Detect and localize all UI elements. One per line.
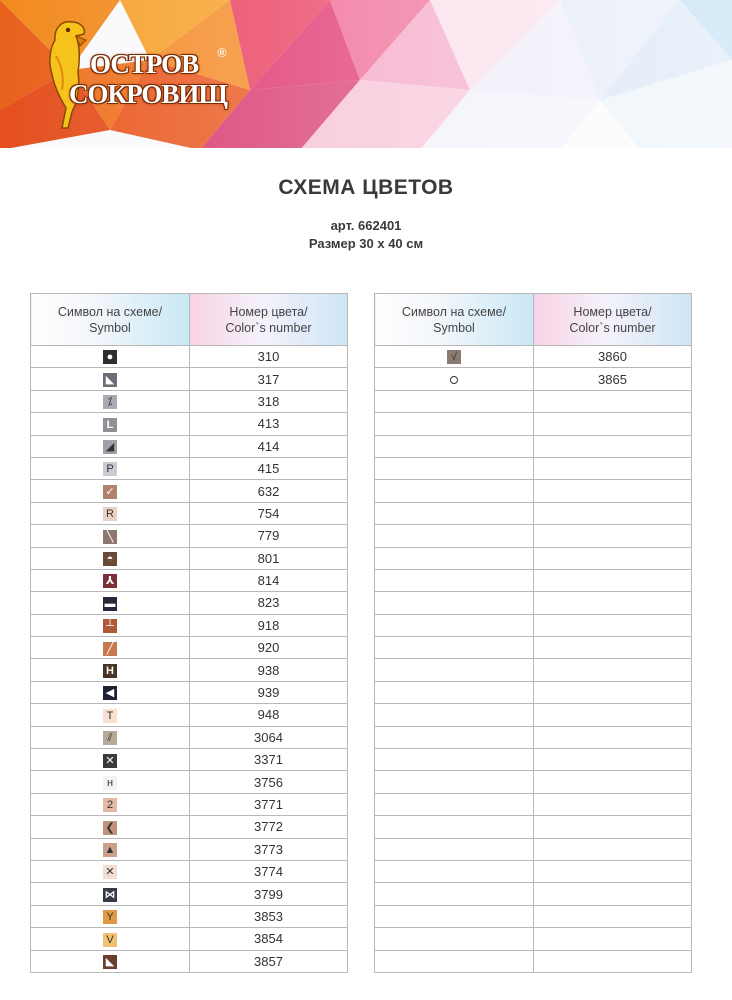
table-row — [31, 883, 348, 905]
percent-symbol-icon: ⁒ — [103, 395, 117, 409]
color-number-cell — [534, 793, 692, 815]
color-number-cell: 920 — [190, 637, 348, 659]
table-row — [375, 860, 692, 882]
symbol-cell — [375, 726, 534, 748]
table-row — [375, 569, 692, 591]
symbol-cell — [375, 637, 534, 659]
table-row — [375, 592, 692, 614]
color-number-cell: 3854 — [190, 928, 348, 950]
color-number-cell — [534, 905, 692, 927]
check-symbol-icon: ✓ — [103, 485, 117, 499]
table-row — [375, 793, 692, 815]
symbol-cell — [375, 614, 534, 636]
color-legend-table-right — [374, 293, 692, 973]
symbol-cell — [375, 547, 534, 569]
table-row — [31, 502, 348, 524]
table-row — [375, 704, 692, 726]
color-number-cell: 3799 — [190, 883, 348, 905]
table-row — [375, 480, 692, 502]
slash-symbol-icon: ╲ — [103, 530, 117, 544]
color-number-cell: 939 — [190, 681, 348, 703]
color-number-cell: 3771 — [190, 793, 348, 815]
filled-circle-symbol-icon: ● — [103, 350, 117, 364]
table-row — [31, 569, 348, 591]
symbol-cell — [375, 681, 534, 703]
letter-n-symbol-icon: н — [103, 776, 117, 790]
table-row — [31, 860, 348, 882]
table-row — [31, 614, 348, 636]
color-number-cell: 3064 — [190, 726, 348, 748]
symbol-cell — [31, 681, 190, 703]
color-number-cell — [534, 413, 692, 435]
table-row — [31, 435, 348, 457]
table-row — [31, 480, 348, 502]
symbol-cell — [375, 928, 534, 950]
symbol-cell — [375, 950, 534, 972]
header-number-line1: Номер цвета/ — [229, 304, 308, 319]
color-number-cell — [534, 726, 692, 748]
article-number: арт. 662401 — [330, 218, 402, 233]
color-number-cell: 3865 — [534, 368, 692, 390]
table-row — [31, 771, 348, 793]
symbol-cell — [375, 771, 534, 793]
color-number-cell — [534, 614, 692, 636]
symbol-cell — [375, 435, 534, 457]
canvas-size: Размер 30 x 40 см — [308, 236, 424, 251]
color-number-cell: 918 — [190, 614, 348, 636]
table-row — [31, 681, 348, 703]
symbol-cell — [31, 614, 190, 636]
header-symbol-line1: Символ на схеме/ — [57, 304, 163, 319]
symbol-cell — [31, 950, 190, 972]
header-color-number — [190, 294, 348, 346]
color-number-cell — [534, 659, 692, 681]
double-slash-symbol-icon: ⫽ — [103, 731, 117, 745]
header-number-line1: Номер цвета/ — [573, 304, 652, 319]
table-row — [31, 659, 348, 681]
diagonal-symbol-icon: ╱ — [103, 642, 117, 656]
table-row — [375, 726, 692, 748]
table-row — [31, 390, 348, 412]
table-row — [31, 905, 348, 927]
table-row — [375, 637, 692, 659]
color-number-cell — [534, 637, 692, 659]
symbol-cell — [31, 905, 190, 927]
symbol-cell — [31, 860, 190, 882]
symbol-cell — [375, 860, 534, 882]
color-number-cell: 3772 — [190, 816, 348, 838]
table-row — [375, 390, 692, 412]
symbol-cell — [31, 457, 190, 479]
up-arrow-symbol-icon: ▲ — [104, 844, 116, 857]
symbol-cell — [375, 569, 534, 591]
header-number-line2: Color`s number — [225, 320, 312, 335]
table-row — [375, 838, 692, 860]
symbol-cell — [31, 390, 190, 412]
table-row — [31, 816, 348, 838]
color-number-cell: 415 — [190, 457, 348, 479]
digit-two-symbol-icon: 2 — [103, 798, 117, 812]
color-number-cell — [534, 704, 692, 726]
symbol-cell — [31, 659, 190, 681]
letter-l-symbol-icon: L — [103, 418, 117, 432]
t-shape-symbol-icon: ┴ — [103, 619, 117, 633]
root-symbol-icon: √ — [447, 350, 461, 364]
color-number-cell: 814 — [190, 569, 348, 591]
symbol-cell — [375, 816, 534, 838]
symbol-cell — [375, 838, 534, 860]
color-number-cell: 310 — [190, 346, 348, 368]
table-row — [31, 637, 348, 659]
table-row — [375, 659, 692, 681]
color-number-cell: 801 — [190, 547, 348, 569]
letter-t-symbol-icon: T — [103, 709, 117, 723]
header-banner — [0, 0, 732, 160]
symbol-cell — [31, 502, 190, 524]
registered-mark: ® — [216, 46, 228, 60]
symbol-cell — [31, 480, 190, 502]
parrot-logo-icon — [40, 16, 90, 131]
symbol-cell — [31, 413, 190, 435]
color-number-cell: 3756 — [190, 771, 348, 793]
header-number-line2: Color`s number — [569, 320, 656, 335]
table-row — [375, 435, 692, 457]
brand-name-line2: СОКРОВИЩ — [69, 79, 228, 109]
symbol-cell — [375, 749, 534, 771]
color-number-cell — [534, 681, 692, 703]
symbol-cell — [31, 883, 190, 905]
symbol-cell — [31, 793, 190, 815]
open-circle-symbol-icon — [450, 376, 458, 384]
table-row — [375, 749, 692, 771]
color-number-cell: 3371 — [190, 749, 348, 771]
table-row — [31, 592, 348, 614]
table-row — [31, 525, 348, 547]
symbol-cell — [375, 480, 534, 502]
color-number-cell: 414 — [190, 435, 348, 457]
symbol-cell — [31, 771, 190, 793]
symbol-cell — [375, 883, 534, 905]
arrow-symbol-icon: ◣ — [103, 373, 117, 387]
corner-symbol-icon: ◣ — [103, 955, 117, 969]
x-symbol-icon: ✕ — [103, 754, 117, 768]
table-row — [31, 704, 348, 726]
symbol-cell — [31, 749, 190, 771]
symbol-cell — [375, 457, 534, 479]
symbol-cell — [375, 793, 534, 815]
color-number-cell: 317 — [190, 368, 348, 390]
left-arrow-symbol-icon: ◀ — [103, 686, 117, 700]
color-number-cell — [534, 928, 692, 950]
color-number-cell: 3857 — [190, 950, 348, 972]
bar-symbol-icon: ▬ — [104, 597, 116, 610]
header-symbol-line1: Символ на схеме/ — [401, 304, 507, 319]
symbol-cell — [375, 368, 534, 390]
color-number-cell — [534, 883, 692, 905]
table-row — [31, 547, 348, 569]
color-number-cell: 3860 — [534, 346, 692, 368]
table-row — [31, 368, 348, 390]
table-row — [375, 681, 692, 703]
header-symbol-line2: Symbol — [89, 320, 131, 335]
table-row — [375, 525, 692, 547]
symbol-cell — [375, 525, 534, 547]
color-number-cell: 3774 — [190, 860, 348, 882]
header-color-number — [534, 294, 692, 346]
color-number-cell — [534, 390, 692, 412]
table-row — [375, 502, 692, 524]
table-row — [375, 816, 692, 838]
letter-v-symbol-icon: V — [103, 933, 117, 947]
color-number-cell: 938 — [190, 659, 348, 681]
header-symbol — [375, 294, 534, 346]
symbol-cell — [31, 435, 190, 457]
symbol-cell — [31, 816, 190, 838]
color-number-cell — [534, 950, 692, 972]
table-row — [31, 726, 348, 748]
letter-r-symbol-icon: R — [103, 507, 117, 521]
table-row — [375, 346, 692, 368]
symbol-cell — [375, 659, 534, 681]
letter-p-symbol-icon: P — [103, 462, 117, 476]
color-number-cell — [534, 860, 692, 882]
color-number-cell — [534, 816, 692, 838]
header-symbol — [31, 294, 190, 346]
table-row — [375, 368, 692, 390]
table-row — [375, 614, 692, 636]
table-row — [31, 928, 348, 950]
color-number-cell — [534, 525, 692, 547]
color-number-cell: 779 — [190, 525, 348, 547]
table-row — [31, 749, 348, 771]
brand-name-line1: ОСТРОВ — [90, 49, 199, 79]
triangle-symbol-icon: ◢ — [103, 440, 117, 454]
letter-y-symbol-icon: Y — [103, 910, 117, 924]
table-row — [31, 346, 348, 368]
table-row — [31, 838, 348, 860]
table-row — [375, 928, 692, 950]
color-number-cell — [534, 771, 692, 793]
table-row — [31, 413, 348, 435]
header-symbol-line2: Symbol — [433, 320, 475, 335]
color-number-cell — [534, 592, 692, 614]
symbol-cell — [375, 592, 534, 614]
color-number-cell — [534, 480, 692, 502]
chevron-symbol-icon: ❮ — [103, 821, 117, 835]
table-row — [375, 883, 692, 905]
color-number-cell: 3853 — [190, 905, 348, 927]
color-number-cell — [534, 838, 692, 860]
table-row — [375, 413, 692, 435]
color-number-cell: 754 — [190, 502, 348, 524]
color-number-cell — [534, 569, 692, 591]
symbol-cell — [31, 569, 190, 591]
color-number-cell: 632 — [190, 480, 348, 502]
symbol-cell — [31, 525, 190, 547]
symbol-cell — [31, 368, 190, 390]
color-number-cell: 823 — [190, 592, 348, 614]
color-number-cell — [534, 457, 692, 479]
half-circle-symbol-icon: ◓ — [103, 552, 117, 566]
color-number-cell — [534, 502, 692, 524]
table-row — [375, 950, 692, 972]
color-number-cell — [534, 547, 692, 569]
y-shape-symbol-icon: ⅄ — [103, 574, 117, 588]
color-number-cell: 948 — [190, 704, 348, 726]
bowtie-symbol-icon: ⋈ — [104, 888, 116, 901]
symbol-cell — [31, 704, 190, 726]
symbol-cell — [375, 905, 534, 927]
color-legend-table-left — [30, 293, 348, 973]
letter-h-symbol-icon: H — [103, 664, 117, 678]
symbol-cell — [31, 547, 190, 569]
color-number-cell — [534, 435, 692, 457]
table-row — [375, 905, 692, 927]
thin-x-symbol-icon: ✕ — [103, 865, 117, 879]
symbol-cell — [375, 346, 534, 368]
color-number-cell: 318 — [190, 390, 348, 412]
symbol-cell — [375, 502, 534, 524]
symbol-cell — [375, 704, 534, 726]
symbol-cell — [375, 413, 534, 435]
symbol-cell — [31, 928, 190, 950]
table-row — [375, 457, 692, 479]
symbol-cell — [31, 346, 190, 368]
symbol-cell — [31, 637, 190, 659]
symbol-cell — [31, 838, 190, 860]
table-row — [31, 950, 348, 972]
color-number-cell — [534, 749, 692, 771]
color-number-cell: 3773 — [190, 838, 348, 860]
table-row — [31, 793, 348, 815]
color-number-cell: 413 — [190, 413, 348, 435]
table-row — [31, 457, 348, 479]
table-row — [375, 771, 692, 793]
table-row — [375, 547, 692, 569]
page-title: СХЕМА ЦВЕТОВ — [278, 176, 454, 199]
symbol-cell — [31, 726, 190, 748]
symbol-cell — [31, 592, 190, 614]
symbol-cell — [375, 390, 534, 412]
